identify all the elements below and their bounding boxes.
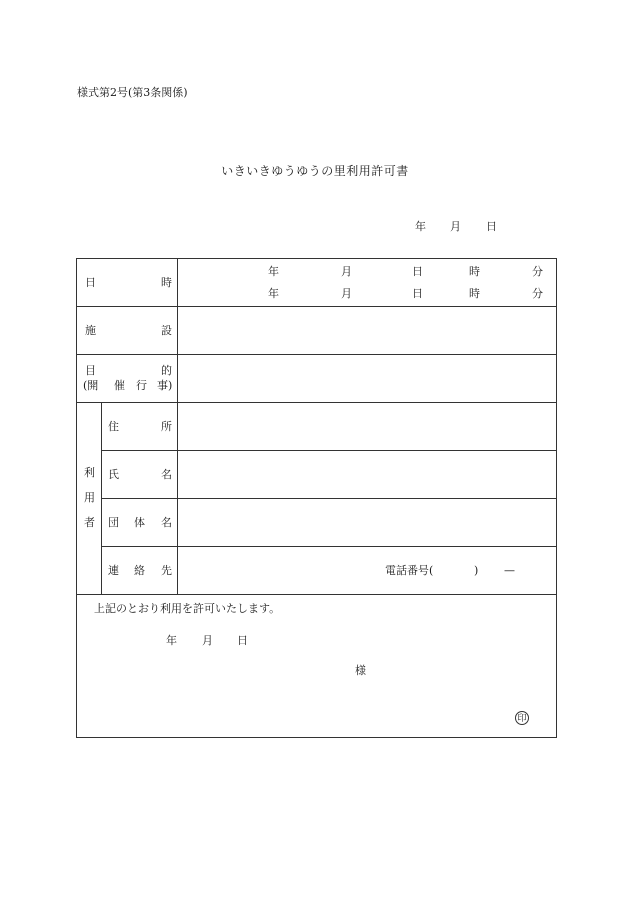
- address-label-right: 所: [161, 420, 172, 433]
- contact-label-2: 絡: [134, 564, 145, 577]
- row-divider: [77, 306, 556, 307]
- purpose-sub-4: 事): [157, 379, 173, 392]
- column-divider: [177, 259, 178, 594]
- column-divider: [101, 402, 102, 594]
- permission-text: 上記のとおり利用を許可いたします。: [94, 602, 281, 615]
- permission-date-year: 年: [166, 634, 177, 647]
- end-minute: 分: [532, 287, 543, 300]
- end-hour: 時: [469, 287, 480, 300]
- permission-date-day: 日: [237, 634, 248, 647]
- purpose-label-left: 目: [85, 364, 96, 377]
- contact-label-1: 連: [108, 564, 119, 577]
- user-group-char-1: 利: [84, 466, 95, 479]
- datetime-label-left: 日: [85, 276, 96, 289]
- start-hour: 時: [469, 265, 480, 278]
- phone-close-paren: ): [474, 564, 479, 577]
- start-day: 日: [412, 265, 423, 278]
- row-divider: [77, 354, 556, 355]
- address-label-left: 住: [108, 420, 119, 433]
- facility-label-right: 設: [161, 324, 172, 337]
- contact-label-3: 先: [161, 564, 172, 577]
- purpose-sub-2: 催: [114, 379, 125, 392]
- organization-label-3: 名: [161, 516, 172, 529]
- permit-form-table: [76, 258, 557, 738]
- start-minute: 分: [532, 265, 543, 278]
- organization-label-1: 団: [108, 516, 119, 529]
- purpose-sub-1: (開: [83, 379, 99, 392]
- facility-label-left: 施: [85, 324, 96, 337]
- purpose-sub-3: 行: [136, 379, 147, 392]
- user-group-char-2: 用: [84, 491, 95, 504]
- end-year: 年: [268, 287, 279, 300]
- datetime-label-right: 時: [161, 276, 172, 289]
- seal-mark: 印: [515, 711, 529, 725]
- phone-dash: —: [504, 564, 515, 577]
- end-day: 日: [412, 287, 423, 300]
- document-title: いきいきゆうゆうの里利用許可書: [221, 164, 409, 178]
- name-label-left: 氏: [108, 468, 119, 481]
- issue-date-year: 年: [415, 220, 426, 233]
- row-divider: [101, 546, 556, 547]
- purpose-label-right: 的: [161, 364, 172, 377]
- start-month: 月: [341, 265, 352, 278]
- row-divider: [101, 450, 556, 451]
- recipient-honorific: 様: [355, 664, 366, 677]
- name-label-right: 名: [161, 468, 172, 481]
- organization-label-2: 体: [134, 516, 145, 529]
- end-month: 月: [341, 287, 352, 300]
- permission-date-month: 月: [202, 634, 213, 647]
- issue-date-day: 日: [486, 220, 497, 233]
- phone-label: 電話番号(: [385, 564, 434, 577]
- start-year: 年: [268, 265, 279, 278]
- user-group-char-3: 者: [84, 516, 95, 529]
- row-divider: [101, 498, 556, 499]
- issue-date-month: 月: [450, 220, 461, 233]
- row-divider: [77, 594, 556, 595]
- form-number: 様式第2号(第3条関係): [77, 86, 188, 99]
- row-divider: [77, 402, 556, 403]
